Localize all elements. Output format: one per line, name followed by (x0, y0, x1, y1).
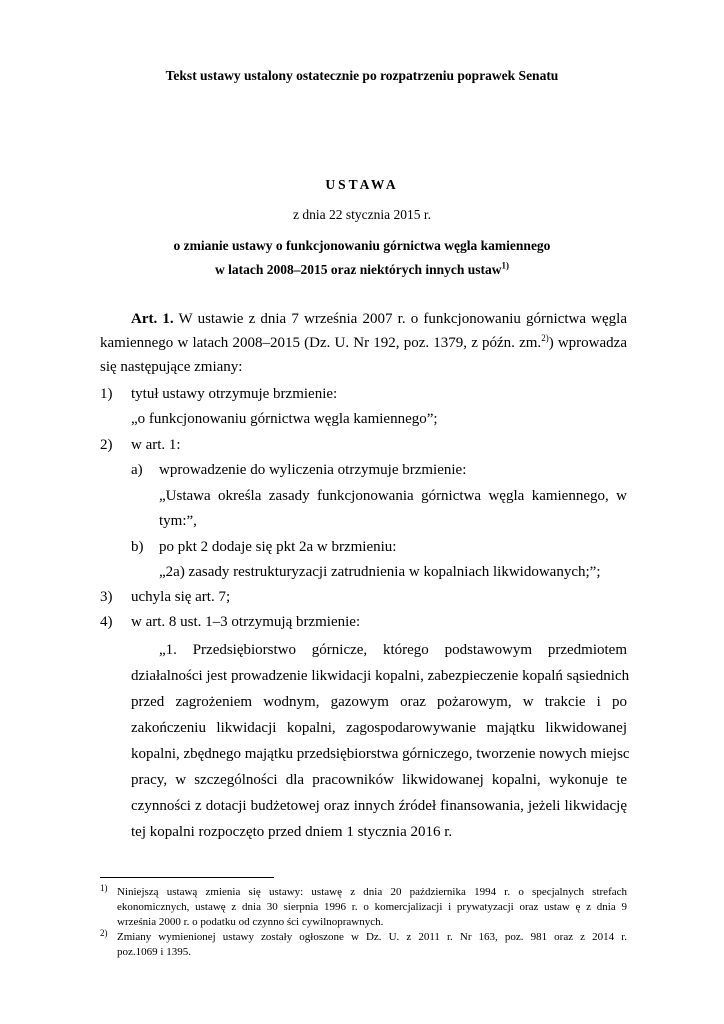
item-4-quote-line-2: działalności jest prowadzenie likwidacji kopalni, zabezpieczenie kopalń sąsiednich (131, 668, 630, 684)
document-header-note: Tekst ustawy ustalony ostatecznie po rozpatrzeniu poprawek Senatu (165, 68, 559, 83)
act-subject-text: w latach 2008–2015 oraz niektórych innych ustaw (215, 262, 502, 277)
item-1-number: 1) (100, 386, 113, 402)
item-4-quote-line-7: czynności z dotacji budżetowej oraz innych źródeł finansowania, jeżeli likwidację (131, 798, 627, 814)
footnote-2-mark: 2) (100, 928, 108, 938)
item-2b-text: po pkt 2 dodaje się pkt 2a w brzmieniu: (159, 539, 397, 555)
art1-line-1 (131, 311, 627, 328)
item-2b-quote: „2a) zasady restrukturyzacji zatrudnienia w kopalniach likwidowanych;”; (159, 564, 601, 580)
art1-line-3: się następujące zmiany: (100, 359, 243, 375)
item-2a-letter: a) (131, 462, 143, 478)
item-2a-quote-line-1: „Ustawa określa zasady funkcjonowania górnictwa węgla kamiennego, w (159, 488, 627, 504)
item-4-quote-line-4: zakończeniu likwidacji kopalni, zagospodarowywanie majątku likwidowanej (131, 720, 627, 736)
act-title: USTAWA (325, 177, 399, 192)
footnote-2-line-2: poz.1069 i 1395. (117, 946, 191, 958)
item-2-text: w art. 1: (131, 437, 181, 453)
art1-line-2-text: kamiennego w latach 2008–2015 (Dz. U. Nr 192, poz. 1379, z późn. zm. (100, 335, 542, 351)
footnote-1-line-2: ekonomicznych, ustawę z dnia 30 sierpnia 1996 r. o komercjalizacji i prywatyzacji oraz ustaw ę z dnia 9 (117, 901, 627, 913)
item-4-quote-line-5: kopalni, zbędnego majątku przedsiębiorstwa górniczego, tworzenie nowych miejsc (131, 746, 630, 762)
act-subject-line-2 (0, 262, 724, 278)
item-4-quote-line-6: pracy, w szczególności dla pracowników likwidowanej kopalni, wykonuje te (131, 772, 627, 788)
item-2a-text: wprowadzenie do wyliczenia otrzymuje brzmienie: (159, 462, 467, 478)
art1-line-2-tail: ) wprowadza (548, 335, 627, 351)
footnote-separator (100, 877, 274, 878)
item-2b-letter: b) (131, 539, 144, 555)
item-2-number: 2) (100, 437, 113, 453)
item-3-number: 3) (100, 589, 113, 605)
art1-label: Art. 1. (131, 311, 174, 327)
footnote-ref-2[interactable]: 2) (541, 333, 549, 343)
item-4-quote-line-3: przed zagrożeniem wodnym, gazowym oraz pożarowym, w trakcie i po (131, 694, 627, 710)
footnote-1-line-3: września 2000 r. o podatku od czynno ści cywilnoprawnych. (117, 916, 384, 928)
item-4-text: w art. 8 ust. 1–3 otrzymują brzmienie: (131, 614, 361, 630)
item-2a-quote-line-2: tym:”, (159, 513, 197, 529)
act-subject-line-1: o zmianie ustawy o funkcjonowaniu górnictwa węgla kamiennego (173, 238, 551, 253)
item-1-text: tytuł ustawy otrzymuje brzmienie: (131, 386, 338, 402)
item-1-quote: „o funkcjonowaniu górnictwa węgla kamiennego”; (131, 411, 438, 427)
footnote-ref-1[interactable]: 1) (501, 260, 509, 271)
footnote-1-line-1: Niniejszą ustawą zmienia się ustawy: ustawę z dnia 20 października 1994 r. o specjalnych strefach (117, 886, 627, 898)
act-date: z dnia 22 stycznia 2015 r. (293, 207, 431, 222)
art1-line-1-text: W ustawie z dnia 7 września 2007 r. o funkcjonowaniu górnictwa węgla (178, 311, 627, 327)
art1-line-2 (100, 335, 627, 352)
item-3-text: uchyla się art. 7; (131, 589, 231, 605)
item-4-quote-line-8: tej kopalni rozpoczęto przed dniem 1 stycznia 2016 r. (131, 824, 453, 840)
footnote-1-mark: 1) (100, 883, 108, 893)
footnote-2-line-1: Zmiany wymienionej ustawy zostały ogłoszone w Dz. U. z 2011 r. Nr 163, poz. 981 oraz z 2014 r. (117, 931, 627, 943)
item-4-number: 4) (100, 614, 113, 630)
item-4-quote-line-1: „1. Przedsiębiorstwo górnicze, którego podstawowym przedmiotem (159, 642, 627, 658)
